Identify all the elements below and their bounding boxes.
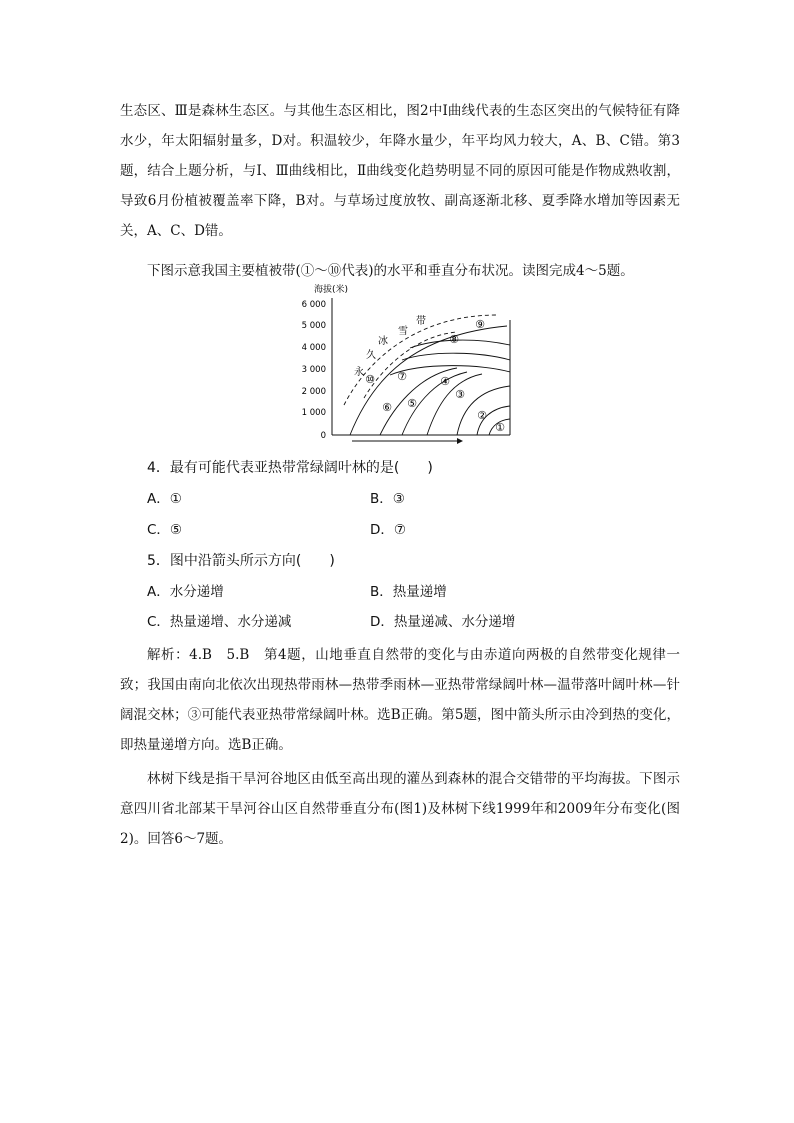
zone-curve-4 — [427, 374, 482, 435]
zone-label: ④ — [440, 375, 450, 388]
snow-label-char: 永 — [354, 367, 364, 378]
zone-label: ③ — [455, 388, 465, 401]
paragraph-analysis: 解析：4.B 5.B 第4题，山地垂直自然带的变化与由赤道向两极的自然带变化规律一致；我国由南向北依次出现热带雨林—热带季雨林—亚热带常绿阔叶林—温带落叶阔叶林—针阔混交林；③可能代表亚热带常绿阔叶林。选B正确。第5题，图中箭头所示由冷到热的变化，即热量递增方向。选B正确。 — [120, 647, 680, 753]
zone-label: ① — [495, 421, 505, 434]
q4-option-c[interactable]: C．⑤ — [147, 522, 183, 538]
y-tick: 0 — [320, 431, 326, 441]
snow-label-char: 带 — [416, 316, 426, 327]
zone-label: ⑥ — [382, 401, 392, 414]
snow-label-char: 冰 — [378, 336, 388, 347]
q4-option-a[interactable]: A．① — [147, 491, 182, 507]
question-5-stem: 5．图中沿箭头所示方向( ) — [147, 553, 335, 569]
q4-option-d[interactable]: D．⑦ — [370, 522, 406, 538]
zone-label: ⑨ — [475, 318, 485, 331]
question-4-stem: 4．最有可能代表亚热带常绿阔叶林的是( ) — [147, 460, 433, 476]
y-tick: 6 000 — [301, 300, 326, 310]
y-tick: 2 000 — [301, 387, 326, 397]
q4-option-b[interactable]: B．③ — [370, 491, 405, 507]
paragraph-figure-intro: 下图示意我国主要植被带(①～⑩代表)的水平和垂直分布状况。读图完成4～5题。 — [147, 263, 634, 279]
y-tick: 5 000 — [301, 321, 326, 331]
vegetation-zone-figure — [292, 280, 522, 449]
paragraph-answer-continuation: 生态区、Ⅲ是森林生态区。与其他生态区相比，图2中Ⅰ曲线代表的生态区突出的气候特征有降水少，年太阳辐射量多，D对。积温较少，年降水量少，年平均风力较大，A、B、C错。第3题，结合上题分析，与Ⅰ、Ⅲ曲线相比，Ⅱ曲线变化趋势明显不同的原因可能是作物成熟收割，导致6月份植被覆盖率下降，B对。与草场过度放牧、副高逐渐北移、夏季降水增加等因素无关，A、C、D错。 — [120, 103, 680, 239]
band-curve-7 — [390, 366, 510, 375]
zone-label: ② — [477, 409, 487, 422]
zone-label: ⑧ — [449, 333, 459, 346]
arrow-head-icon — [457, 438, 463, 444]
q5-option-b[interactable]: B．热量递增 — [370, 584, 447, 600]
q5-option-c[interactable]: C．热量递增、水分递减 — [147, 614, 292, 630]
snow-label-char: 久 — [366, 350, 376, 361]
zone-label: ⑤ — [407, 397, 417, 410]
y-tick: 4 000 — [301, 343, 326, 353]
vegetation-zone-diagram — [292, 280, 522, 445]
y-axis-label: 海拔(米) — [314, 285, 349, 295]
q5-option-d[interactable]: D．热量递减、水分递增 — [370, 614, 516, 630]
q5-option-a[interactable]: A．水分递增 — [147, 584, 224, 600]
paragraph-next-questions-intro: 林树下线是指干旱河谷地区由低至高出现的灌丛到森林的混合交错带的平均海拔。下图示意四川省北部某干旱河谷山区自然带垂直分布(图1)及林树下线1999年和2009年分布变化(图2)。回答6～7题。 — [120, 771, 680, 847]
snow-label-char: 雪 — [398, 326, 408, 337]
y-tick: 3 000 — [301, 365, 326, 375]
band-curve-8 — [402, 353, 510, 360]
zone-label: ⑩ — [365, 373, 375, 386]
y-tick: 1 000 — [301, 408, 326, 418]
zone-label: ⑦ — [397, 370, 407, 383]
